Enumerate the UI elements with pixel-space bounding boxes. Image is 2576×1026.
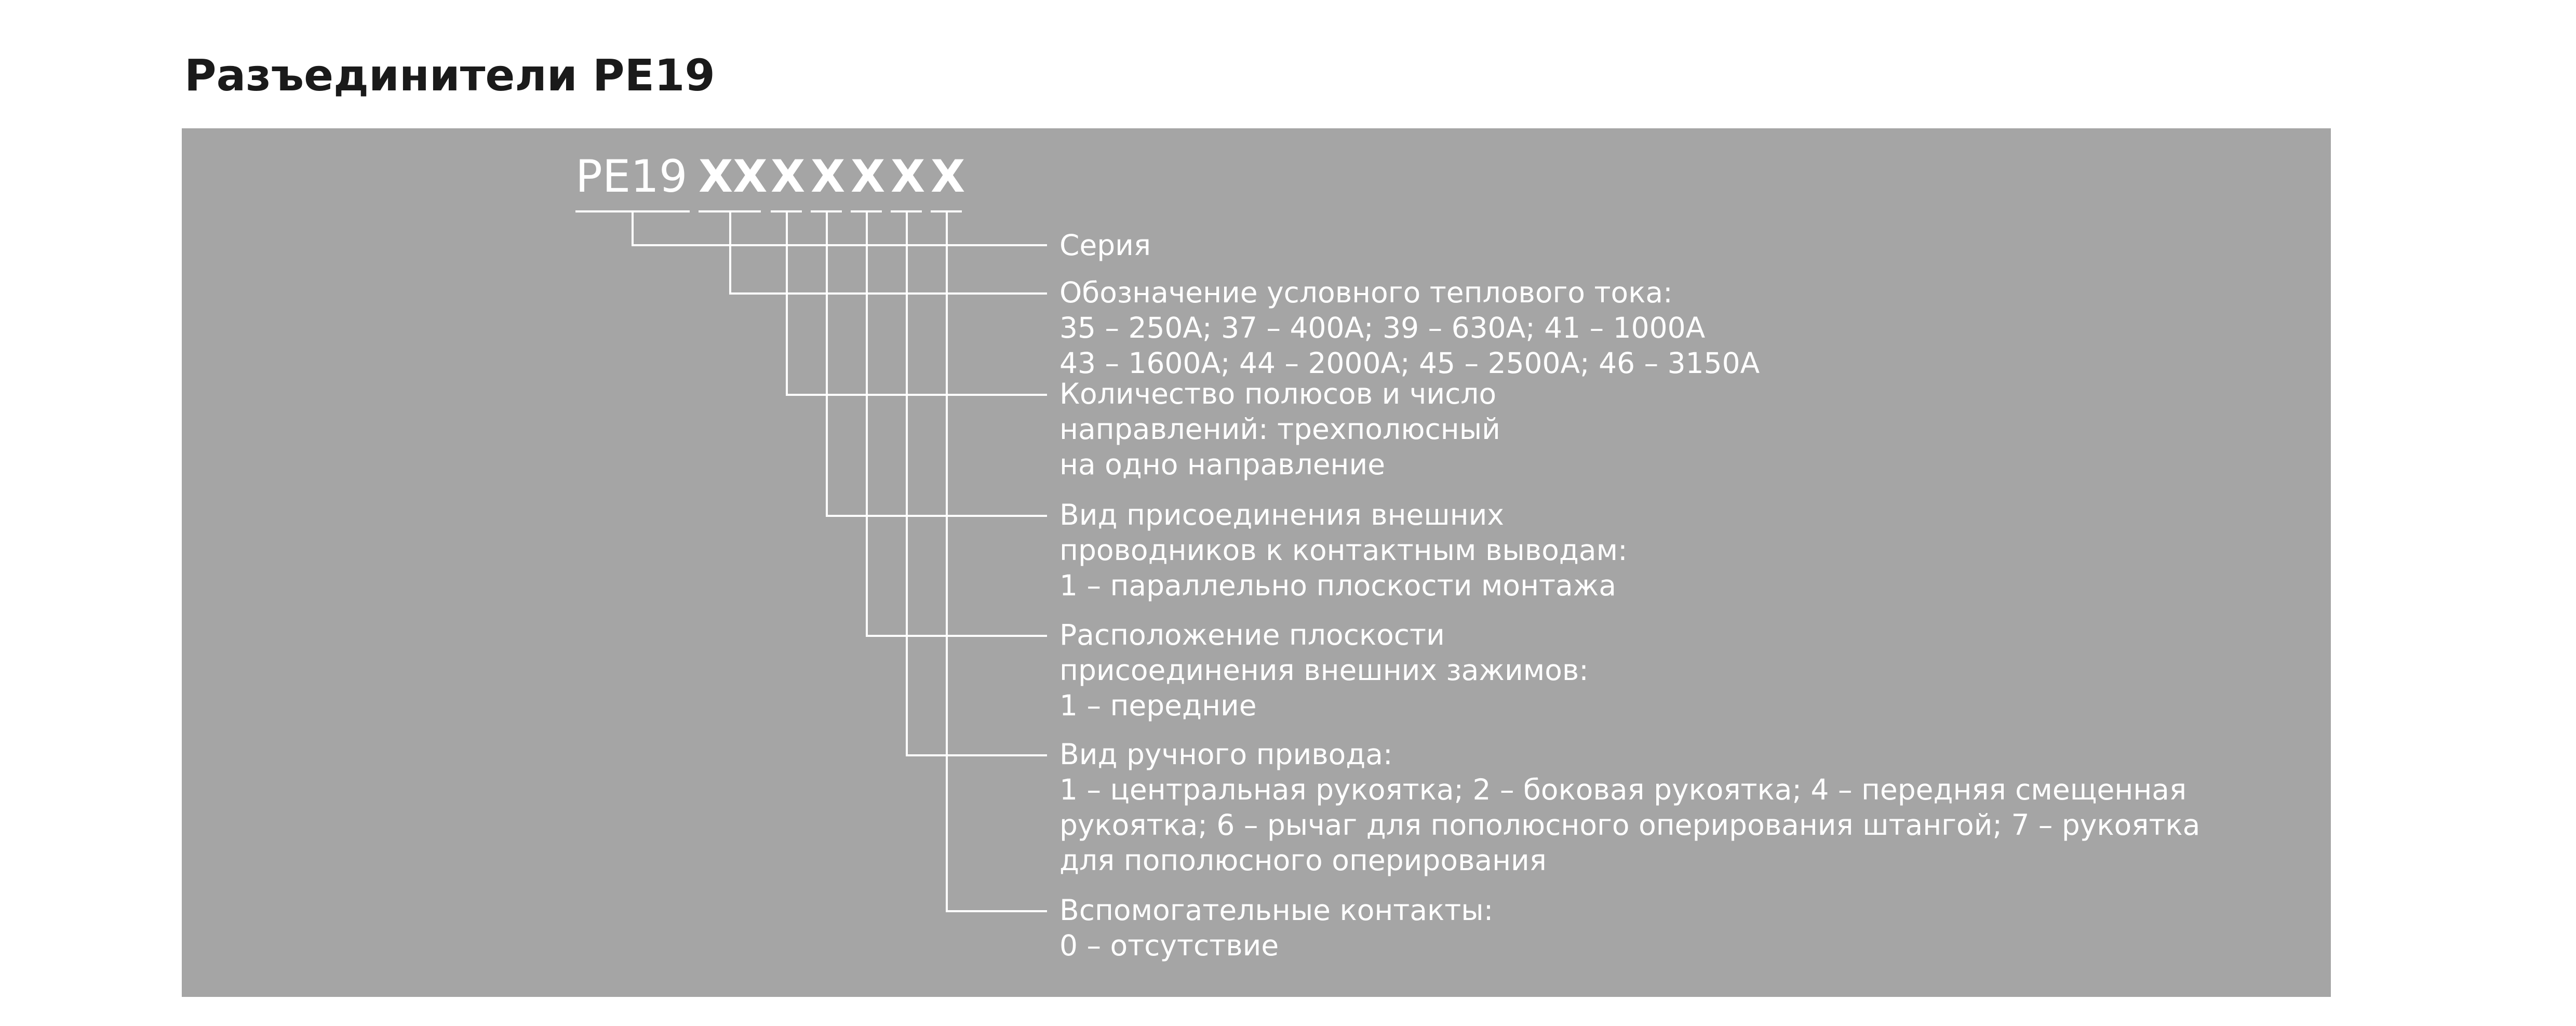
connector-horizontal-2 bbox=[729, 292, 1047, 295]
code-segment-5: X bbox=[891, 151, 925, 203]
field-auxiliary-contacts-line: Вспомогательные контакты: bbox=[1059, 894, 1494, 927]
page-title: Разъединители РЕ19 bbox=[184, 50, 715, 101]
connector-vertical-5 bbox=[866, 212, 868, 637]
field-auxiliary-contacts-line: 0 – отсутствие bbox=[1059, 929, 1279, 962]
connector-horizontal-7 bbox=[946, 910, 1047, 912]
code-segment-6: X bbox=[931, 151, 965, 203]
connector-vertical-1 bbox=[632, 212, 634, 246]
field-thermal-current-line: Обозначение условного теплового тока: bbox=[1059, 276, 1673, 309]
connector-vertical-3 bbox=[786, 212, 788, 396]
field-poles-line: на одно направление bbox=[1059, 448, 1386, 481]
field-series-line: Серия bbox=[1059, 229, 1151, 262]
field-connection-type-line: проводников к контактным выводам: bbox=[1059, 534, 1628, 567]
connector-horizontal-5 bbox=[866, 635, 1047, 637]
connector-horizontal-1 bbox=[632, 244, 1047, 246]
field-manual-drive bbox=[1059, 737, 2200, 878]
field-manual-drive-line: Вид ручного привода: bbox=[1059, 738, 1393, 771]
field-series bbox=[1059, 228, 1151, 263]
field-terminal-plane-line: Расположение плоскости bbox=[1059, 618, 1445, 651]
code-segment-1: XX bbox=[699, 151, 768, 203]
code-segment-3: X bbox=[811, 151, 846, 203]
field-poles-line: направлений: трехполюсный bbox=[1059, 412, 1500, 446]
field-thermal-current bbox=[1059, 275, 1760, 381]
connector-vertical-2 bbox=[729, 212, 731, 295]
field-terminal-plane-line: 1 – передние bbox=[1059, 689, 1257, 722]
field-thermal-current-line: 43 – 1600А; 44 – 2000А; 45 – 2500А; 46 – 3150А bbox=[1059, 347, 1760, 380]
field-manual-drive-line: рукоятка; 6 – рычаг для пополюсного оперирования штангой; 7 – рукоятка bbox=[1059, 808, 2201, 842]
field-manual-drive-line: для пополюсного оперирования bbox=[1059, 844, 1547, 877]
field-connection-type-line: Вид присоединения внешних bbox=[1059, 498, 1504, 531]
field-terminal-plane-line: присоединения внешних зажимов: bbox=[1059, 654, 1589, 687]
code-prefix: РЕ19 bbox=[575, 151, 688, 203]
code-segment-4: X bbox=[851, 151, 886, 203]
field-auxiliary-contacts bbox=[1059, 892, 1493, 963]
connector-horizontal-3 bbox=[786, 394, 1047, 396]
field-connection-type bbox=[1059, 497, 1628, 603]
field-poles bbox=[1059, 376, 1500, 482]
connector-vertical-7 bbox=[946, 212, 948, 912]
field-connection-type-line: 1 – параллельно плоскости монтажа bbox=[1059, 569, 1617, 602]
field-poles-line: Количество полюсов и число bbox=[1059, 377, 1497, 410]
connector-horizontal-6 bbox=[906, 754, 1047, 756]
connector-horizontal-4 bbox=[826, 515, 1047, 517]
field-manual-drive-line: 1 – центральная рукоятка; 2 – боковая рукоятка; 4 – передняя смещенная bbox=[1059, 773, 2187, 806]
field-terminal-plane bbox=[1059, 617, 1589, 723]
code-segment-2: X bbox=[771, 151, 806, 203]
field-thermal-current-line: 35 – 250А; 37 – 400А; 39 – 630А; 41 – 1000А bbox=[1059, 311, 1706, 344]
connector-vertical-4 bbox=[826, 212, 828, 517]
